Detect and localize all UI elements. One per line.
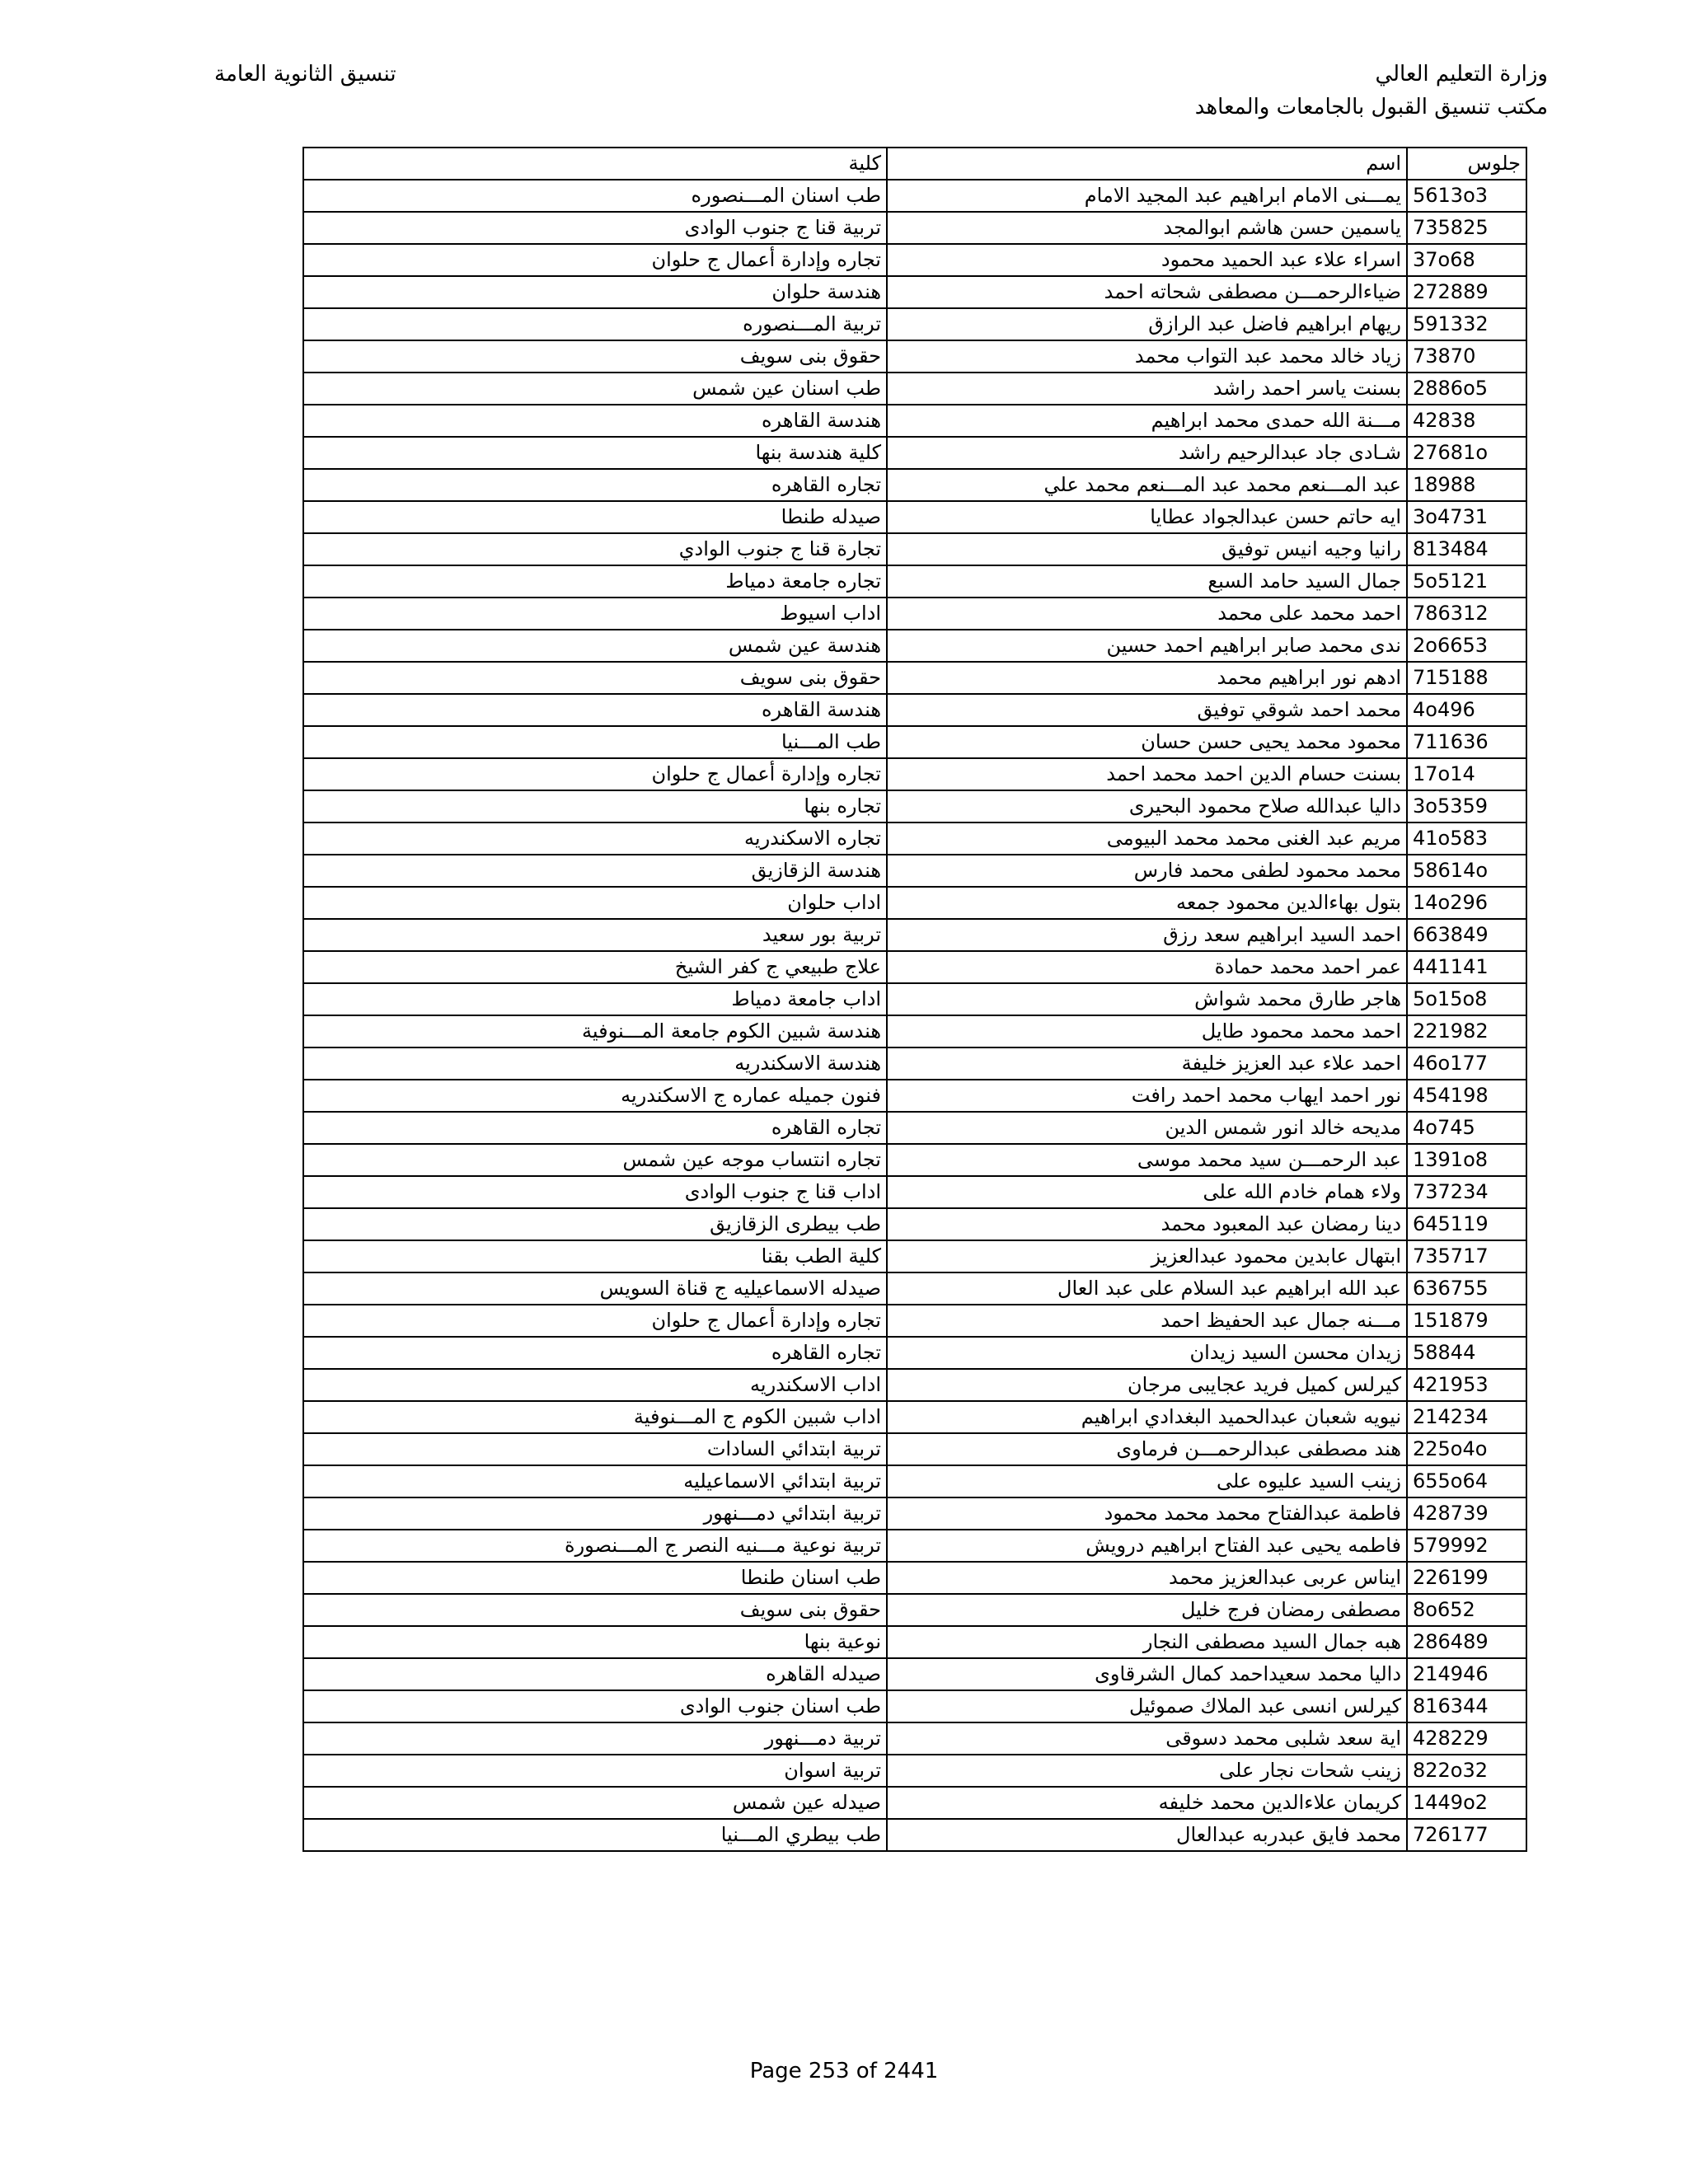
name-cell: احمد السيد ابراهيم سعد رزق [887, 919, 1407, 951]
faculty-cell: تجاره القاهره [303, 1112, 887, 1144]
seat-cell: 5o15o8 [1407, 983, 1526, 1015]
name-cell: ادهم نور ابراهيم محمد [887, 662, 1407, 694]
faculty-cell: تربية المـــنصوره [303, 308, 887, 340]
faculty-cell: صيدله طنطا [303, 501, 887, 533]
faculty-cell: فنون جميله عماره ج الاسكندريه [303, 1080, 887, 1112]
name-cell: هبه جمال السيد مصطفى النجار [887, 1626, 1407, 1658]
seat-cell: 428229 [1407, 1722, 1526, 1755]
name-cell: داليا عبدالله صلاح محمود البحيرى [887, 790, 1407, 823]
name-cell: زينب شحات نجار على [887, 1755, 1407, 1787]
name-cell: داليا محمد سعيداحمد كمال الشرقاوى [887, 1658, 1407, 1690]
name-cell: محمد فايق عبدربه عبدالعال [887, 1819, 1407, 1851]
name-cell: احمد محمد على محمد [887, 598, 1407, 630]
faculty-cell: تربية ابتدائي السادات [303, 1433, 887, 1465]
table-row [303, 1015, 1526, 1047]
name-cell: ياسمين حسن هاشم ابوالمجد [887, 212, 1407, 244]
faculty-cell: كلية هندسة بنها [303, 437, 887, 469]
table-row [303, 501, 1526, 533]
table-row [303, 951, 1526, 983]
faculty-cell: هندسة شبين الكوم جامعة المـــنوفية [303, 1015, 887, 1047]
faculty-cell: تربية اسوان [303, 1755, 887, 1787]
table-row [303, 855, 1526, 887]
name-cell: اية سعد شلبى محمد دسوقى [887, 1722, 1407, 1755]
faculty-cell: اداب اسيوط [303, 598, 887, 630]
table-row [303, 405, 1526, 437]
faculty-cell: اداب حلوان [303, 887, 887, 919]
seat-cell: 58844 [1407, 1337, 1526, 1369]
seat-cell: 735825 [1407, 212, 1526, 244]
name-cell: فاطمه يحيى عبد الفتاح ابراهيم درويش [887, 1530, 1407, 1562]
seat-cell: 214946 [1407, 1658, 1526, 1690]
seat-cell: 4o745 [1407, 1112, 1526, 1144]
table-row [303, 1208, 1526, 1240]
seat-cell: 737234 [1407, 1176, 1526, 1208]
name-cell: زياد خالد محمد عبد التواب محمد [887, 340, 1407, 373]
faculty-cell: نوعية بنها [303, 1626, 887, 1658]
faculty-cell: تجاره الاسكندريه [303, 823, 887, 855]
faculty-cell: تجاره انتساب موجه عين شمس [303, 1144, 887, 1176]
header-seat: جلوس [1407, 148, 1526, 180]
table-row [303, 1240, 1526, 1272]
table-body [303, 180, 1526, 1851]
faculty-cell: هندسة القاهره [303, 694, 887, 726]
table-row [303, 1626, 1526, 1658]
table-row [303, 726, 1526, 758]
name-cell: محمد محمود لطفى محمد فارس [887, 855, 1407, 887]
table-row [303, 1047, 1526, 1080]
table-row [303, 1755, 1526, 1787]
seat-cell: 286489 [1407, 1626, 1526, 1658]
faculty-cell: اداب قنا ج جنوب الوادى [303, 1176, 887, 1208]
faculty-cell: طب المـــنيا [303, 726, 887, 758]
table-row [303, 887, 1526, 919]
seat-cell: 42838 [1407, 405, 1526, 437]
name-cell: بتول بهاءالدين محمود جمعه [887, 887, 1407, 919]
table-row [303, 1369, 1526, 1401]
seat-cell: 8o652 [1407, 1594, 1526, 1626]
seat-cell: 4o496 [1407, 694, 1526, 726]
table-header-row [303, 148, 1526, 180]
table-row [303, 1465, 1526, 1497]
name-cell: ايناس عربى عبدالعزيز محمد [887, 1562, 1407, 1594]
seat-cell: 454198 [1407, 1080, 1526, 1112]
faculty-cell: تربية ابتدائي الاسماعيليه [303, 1465, 887, 1497]
table-row [303, 1176, 1526, 1208]
table-row [303, 598, 1526, 630]
name-cell: كريمان علاءالدين محمد خليفه [887, 1787, 1407, 1819]
table-row [303, 758, 1526, 790]
name-cell: عبد الله ابراهيم عبد السلام على عبد العال [887, 1272, 1407, 1305]
name-cell: ابتهال عابدين محمود عبدالعزيز [887, 1240, 1407, 1272]
faculty-cell: طب بيطرى الزقازيق [303, 1208, 887, 1240]
name-cell: بسنت حسام الدين احمد محمد احمد [887, 758, 1407, 790]
seat-cell: 2o6653 [1407, 630, 1526, 662]
seat-cell: 18988 [1407, 469, 1526, 501]
name-cell: زينب السيد عليوه على [887, 1465, 1407, 1497]
table-row [303, 1305, 1526, 1337]
name-cell: مديحه خالد انور شمس الدين [887, 1112, 1407, 1144]
table-row [303, 373, 1526, 405]
seat-cell: 441141 [1407, 951, 1526, 983]
faculty-cell: هندسة حلوان [303, 276, 887, 308]
table-row [303, 340, 1526, 373]
name-cell: احمد علاء عبد العزيز خليفة [887, 1047, 1407, 1080]
name-cell: عبد المـــنعم محمد عبد المـــنعم محمد علي [887, 469, 1407, 501]
document-title: تنسيق الثانوية العامة [214, 62, 396, 87]
seat-cell: 5o5121 [1407, 565, 1526, 598]
name-cell: شـادى جاد عبدالرحيم راشد [887, 437, 1407, 469]
name-cell: ضياءالرحمـــن مصطفى شحاته احمد [887, 276, 1407, 308]
faculty-cell: تربية قنا ج جنوب الوادى [303, 212, 887, 244]
faculty-cell: هندسة عين شمس [303, 630, 887, 662]
seat-cell: 41o583 [1407, 823, 1526, 855]
faculty-cell: حقوق بنى سويف [303, 662, 887, 694]
seat-cell: 221982 [1407, 1015, 1526, 1047]
name-cell: احمد محمد محمود طايل [887, 1015, 1407, 1047]
faculty-cell: تجاره القاهره [303, 1337, 887, 1369]
seat-cell: 27681o [1407, 437, 1526, 469]
table-row [303, 1080, 1526, 1112]
table-row [303, 662, 1526, 694]
name-cell: نيويه شعبان عبدالحميد البغدادي ابراهيم [887, 1401, 1407, 1433]
seat-cell: 636755 [1407, 1272, 1526, 1305]
name-cell: هاجر طارق محمد شواش [887, 983, 1407, 1015]
seat-cell: 226199 [1407, 1562, 1526, 1594]
table-row [303, 694, 1526, 726]
faculty-cell: تربية دمـــنهور [303, 1722, 887, 1755]
name-cell: كيرلس كميل فريد عجايبى مرجان [887, 1369, 1407, 1401]
name-cell: نور احمد ايهاب محمد احمد رافت [887, 1080, 1407, 1112]
seat-cell: 428739 [1407, 1497, 1526, 1530]
seat-cell: 786312 [1407, 598, 1526, 630]
name-cell: اسراء علاء عبد الحميد محمود [887, 244, 1407, 276]
name-cell: هند مصطفى عبدالرحمـــن فرماوى [887, 1433, 1407, 1465]
table-row [303, 244, 1526, 276]
seat-cell: 645119 [1407, 1208, 1526, 1240]
faculty-cell: تجاره القاهره [303, 469, 887, 501]
table-row [303, 1562, 1526, 1594]
name-cell: زيدان محسن السيد زيدان [887, 1337, 1407, 1369]
seat-cell: 715188 [1407, 662, 1526, 694]
table-row [303, 919, 1526, 951]
name-cell: يمـــنى الامام ابراهيم عبد المجيد الامام [887, 180, 1407, 212]
seat-cell: 726177 [1407, 1819, 1526, 1851]
seat-cell: 735717 [1407, 1240, 1526, 1272]
seat-cell: 2886o5 [1407, 373, 1526, 405]
name-cell: مصطفى رمضان فرج خليل [887, 1594, 1407, 1626]
table-row [303, 823, 1526, 855]
results-table [302, 147, 1527, 1852]
table-row [303, 1401, 1526, 1433]
name-cell: ولاء همام خادم الله على [887, 1176, 1407, 1208]
faculty-cell: تربية نوعية مـــنيه النصر ج المـــنصورة [303, 1530, 887, 1562]
table-row [303, 469, 1526, 501]
table-row [303, 983, 1526, 1015]
faculty-cell: طب اسنان عين شمس [303, 373, 887, 405]
header-faculty: كلية [303, 148, 887, 180]
seat-cell: 579992 [1407, 1530, 1526, 1562]
name-cell: عبد الرحمـــن سيد محمد موسى [887, 1144, 1407, 1176]
faculty-cell: حقوق بنى سويف [303, 1594, 887, 1626]
table-row [303, 1594, 1526, 1626]
name-cell: كيرلس انسى عبد الملاك صموئيل [887, 1690, 1407, 1722]
seat-cell: 73870 [1407, 340, 1526, 373]
table-row [303, 790, 1526, 823]
name-cell: ريهام ابراهيم فاضل عبد الرازق [887, 308, 1407, 340]
seat-cell: 46o177 [1407, 1047, 1526, 1080]
table-row [303, 533, 1526, 565]
seat-cell: 822o32 [1407, 1755, 1526, 1787]
seat-cell: 591332 [1407, 308, 1526, 340]
faculty-cell: كلية الطب بقنا [303, 1240, 887, 1272]
name-cell: مـــنة الله حمدى محمد ابراهيم [887, 405, 1407, 437]
table-row [303, 276, 1526, 308]
faculty-cell: هندسة الاسكندريه [303, 1047, 887, 1080]
name-cell: محمود محمد يحيى حسن حسان [887, 726, 1407, 758]
faculty-cell: صيدله الاسماعيليه ج قناة السويس [303, 1272, 887, 1305]
seat-cell: 655o64 [1407, 1465, 1526, 1497]
faculty-cell: تجاره بنها [303, 790, 887, 823]
faculty-cell: اداب الاسكندريه [303, 1369, 887, 1401]
header-name: اسم [887, 148, 1407, 180]
table-row [303, 1722, 1526, 1755]
table-row [303, 1530, 1526, 1562]
ministry-title: وزارة التعليم العالي [1375, 62, 1548, 87]
name-cell: عمر احمد محمد حمادة [887, 951, 1407, 983]
name-cell: فاطمة عبدالفتاح محمد محمد محمود [887, 1497, 1407, 1530]
seat-cell: 663849 [1407, 919, 1526, 951]
seat-cell: 14o296 [1407, 887, 1526, 919]
table-row [303, 437, 1526, 469]
faculty-cell: صيدله القاهره [303, 1658, 887, 1690]
table-row [303, 1112, 1526, 1144]
seat-cell: 711636 [1407, 726, 1526, 758]
name-cell: ايه حاتم حسن عبدالجواد عطايا [887, 501, 1407, 533]
seat-cell: 214234 [1407, 1401, 1526, 1433]
faculty-cell: طب اسنان طنطا [303, 1562, 887, 1594]
faculty-cell: حقوق بنى سويف [303, 340, 887, 373]
seat-cell: 17o14 [1407, 758, 1526, 790]
seat-cell: 225o4o [1407, 1433, 1526, 1465]
table-row [303, 1658, 1526, 1690]
faculty-cell: طب بيطري المـــنيا [303, 1819, 887, 1851]
faculty-cell: اداب شبين الكوم ج المـــنوفية [303, 1401, 887, 1433]
table-row [303, 1337, 1526, 1369]
table-row [303, 1690, 1526, 1722]
faculty-cell: تجاره وإدارة أعمال ج حلوان [303, 244, 887, 276]
table-row [303, 1272, 1526, 1305]
name-cell: جمال السيد حامد السبع [887, 565, 1407, 598]
table-row [303, 1144, 1526, 1176]
faculty-cell: تربية بور سعيد [303, 919, 887, 951]
table-row [303, 1787, 1526, 1819]
table-row [303, 212, 1526, 244]
table-row [303, 565, 1526, 598]
faculty-cell: تجاره جامعة دمياط [303, 565, 887, 598]
faculty-cell: هندسة الزقازيق [303, 855, 887, 887]
seat-cell: 5613o3 [1407, 180, 1526, 212]
table-row [303, 308, 1526, 340]
faculty-cell: هندسة القاهره [303, 405, 887, 437]
faculty-cell: طب اسنان جنوب الوادى [303, 1690, 887, 1722]
name-cell: محمد احمد شوقي توفيق [887, 694, 1407, 726]
table-row [303, 180, 1526, 212]
faculty-cell: صيدله عين شمس [303, 1787, 887, 1819]
seat-cell: 421953 [1407, 1369, 1526, 1401]
seat-cell: 3o4731 [1407, 501, 1526, 533]
name-cell: ندى محمد صابر ابراهيم احمد حسين [887, 630, 1407, 662]
office-title: مكتب تنسيق القبول بالجامعات والمعاهد [1194, 95, 1548, 120]
seat-cell: 1449o2 [1407, 1787, 1526, 1819]
faculty-cell: تجاره وإدارة أعمال ج حلوان [303, 758, 887, 790]
seat-cell: 1391o8 [1407, 1144, 1526, 1176]
seat-cell: 816344 [1407, 1690, 1526, 1722]
faculty-cell: علاج طبيعي ج كفر الشيخ [303, 951, 887, 983]
name-cell: مـــنه جمال عبد الحفيظ احمد [887, 1305, 1407, 1337]
seat-cell: 58614o [1407, 855, 1526, 887]
table-row [303, 1433, 1526, 1465]
faculty-cell: تجارة قنا ج جنوب الوادي [303, 533, 887, 565]
seat-cell: 3o5359 [1407, 790, 1526, 823]
table-row [303, 630, 1526, 662]
name-cell: مريم عبد الغنى محمد محمد البيومى [887, 823, 1407, 855]
name-cell: رانيا وجيه انيس توفيق [887, 533, 1407, 565]
faculty-cell: تجاره وإدارة أعمال ج حلوان [303, 1305, 887, 1337]
faculty-cell: اداب جامعة دمياط [303, 983, 887, 1015]
seat-cell: 813484 [1407, 533, 1526, 565]
seat-cell: 151879 [1407, 1305, 1526, 1337]
seat-cell: 272889 [1407, 276, 1526, 308]
page-number: Page 253 of 2441 [749, 2059, 939, 2083]
table-row [303, 1497, 1526, 1530]
name-cell: بسنت ياسر احمد راشد [887, 373, 1407, 405]
name-cell: دينا رمضان عبد المعبود محمد [887, 1208, 1407, 1240]
faculty-cell: تربية ابتدائي دمـــنهور [303, 1497, 887, 1530]
faculty-cell: طب اسنان المـــنصوره [303, 180, 887, 212]
seat-cell: 37o68 [1407, 244, 1526, 276]
table-row [303, 1819, 1526, 1851]
